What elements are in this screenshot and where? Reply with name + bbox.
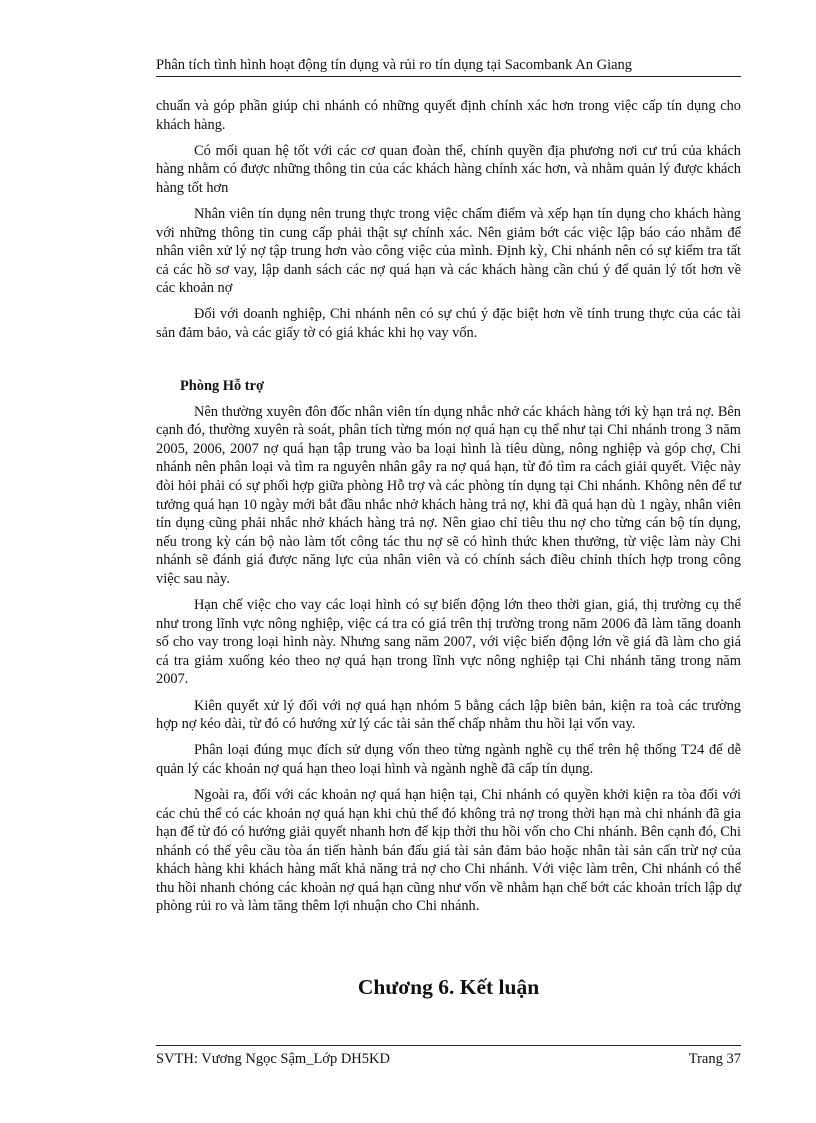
body-text bbox=[156, 97, 741, 924]
paragraph: Nhân viên tín dụng nên trung thực trong việc chấm điểm và xếp hạn tín dụng cho khách hàng với những thông tin cung cấp phải thật sự chính xác. Nên giảm bớt các việc lập báo cáo nhằm để nhân viên xử lý nợ tập trung hơn vào công việc của mình. Định kỳ, Chi nhánh nên có sự kiểm tra tất cả các hồ sơ vay, lập danh sách các nợ quá hạn và các khách hàng cần chú ý để quản lý tốt hơn về các khoản nợ bbox=[156, 205, 741, 297]
paragraph: Ngoài ra, đối với các khoản nợ quá hạn hiện tại, Chi nhánh có quyền khởi kiện ra tòa đối với các chủ thể có các khoản nợ quá hạn khi chủ thể đó không trả nợ trong thời hạn mà chi nhánh đã gia hạn để từ đó có hướng giải quyết nhanh hơn để kịp thời thu hồi vốn cho Chi nhánh. Bên cạnh đó, Chi nhánh có thể yêu cầu tòa án tiến hành bán đấu giá tài sản đảm bảo hoặc nhân tài sản cấn trừ nợ của khách hàng khi khách hàng mất khả năng trả nợ cho Chi nhánh. Với việc làm trên, Chi nhánh có thể thu hồi nhanh chóng các khoản nợ quá hạn cũng như vốn về nhằm hạn chế bớt các khoản trích lập dự phòng rủi ro và làm tăng thêm lợi nhuận cho Chi nhánh. bbox=[156, 786, 741, 915]
paragraph: Có mối quan hệ tốt với các cơ quan đoàn thể, chính quyền địa phương nơi cư trú của khách hàng nhằm có được những thông tin của các khách hàng chính xác hơn, và nhằm quản lý được khách hàng tốt hơn bbox=[156, 142, 741, 196]
chapter-title: Chương 6. Kết luận bbox=[357, 975, 540, 999]
paragraph: Kiên quyết xử lý đối với nợ quá hạn nhóm 5 bằng cách lập biên bản, kiện ra toà các trường hợp nợ kéo dài, từ đó có hướng xử lý các tài sản thế chấp nhằm thu hồi lại vốn vay. bbox=[156, 697, 741, 733]
paragraph: Phân loại đúng mục đích sử dụng vốn theo từng ngành nghề cụ thể trên hệ thống T24 để dễ quản lý các khoản nợ quá hạn theo loại hình và ngành nghề đã cấp tín dụng. bbox=[156, 742, 741, 777]
page-number: Trang 37 bbox=[688, 1051, 741, 1067]
page-footer bbox=[156, 1050, 741, 1068]
paragraph-continuation: chuẩn và góp phần giúp chi nhánh có những quyết định chính xác hơn trong việc cấp tín dụng cho khách hàng. bbox=[156, 98, 741, 133]
section-heading: Phòng Hỗ trợ bbox=[180, 377, 264, 394]
footer-author: SVTH: Vương Ngọc Sậm_Lớp DH5KD bbox=[156, 1051, 390, 1067]
running-header: Phân tích tình hình hoạt động tín dụng và rủi ro tín dụng tại Sacombank An Giang bbox=[156, 56, 741, 77]
footer-divider bbox=[156, 1045, 741, 1046]
paragraph: Hạn chế việc cho vay các loại hình có sự biến động lớn theo thời gian, giá, thị trường cụ thể như trong lĩnh vực nông nghiệp, việc cá tra có giá trên thị trường trong năm 2006 đã làm tăng doanh số cho vay trong loại hình này. Nhưng sang năm 2007, với việc biến động lớn về giá đã làm cho giá cá tra giảm xuống kéo theo nợ quá hạn trong lĩnh vực nông nghiệp tại Chi nhánh tăng trong năm 2007. bbox=[156, 597, 741, 688]
paragraph: Đối với doanh nghiệp, Chi nhánh nên có sự chú ý đặc biệt hơn về tính trung thực của các tài sản đảm bảo, và các giấy tờ có giá khác khi họ vay vốn. bbox=[156, 306, 741, 342]
paragraph: Nên thường xuyên đôn đốc nhân viên tín dụng nhắc nhở các khách hàng tới kỳ hạn trả nợ. Bên cạnh đó, thường xuyên rà soát, phân tích từng món nợ quá hạn cụ thể như tại Chi nhánh trong 3 năm 2005, 2006, 2007 nợ quá hạn tập trung vào ba loại hình là tiêu dùng, nông nghiệp và góp chợ, Chi nhánh nên phân loại và tìm ra nguyên nhân gây ra nợ quá hạn, từ đó tìm ra cách giải quyết. Việc này đòi hỏi phải có sự phối hợp giữa phòng Hỗ trợ và các phòng tín dụng tại Chi nhánh. Không nên để tư tưởng quá hạn 10 ngày mới bắt đầu nhắc nhở khách hàng trả nợ, khi đã quá hạn dù 1 ngày, nhân viên tín dụng cũng phải nhắc nhở khách hàng trả nợ. Nên giao chỉ tiêu thu nợ cho từng cán bộ tín dụng, nếu trong kỳ cán bộ nào làm tốt công tác thu nợ sẽ có hình thức khen thưởng, từ việc làm này Chi nhánh sẽ đánh giá được năng lực của nhân viên và có chính sách điều chỉnh thích hợp trong công việc sau này. bbox=[156, 403, 741, 587]
